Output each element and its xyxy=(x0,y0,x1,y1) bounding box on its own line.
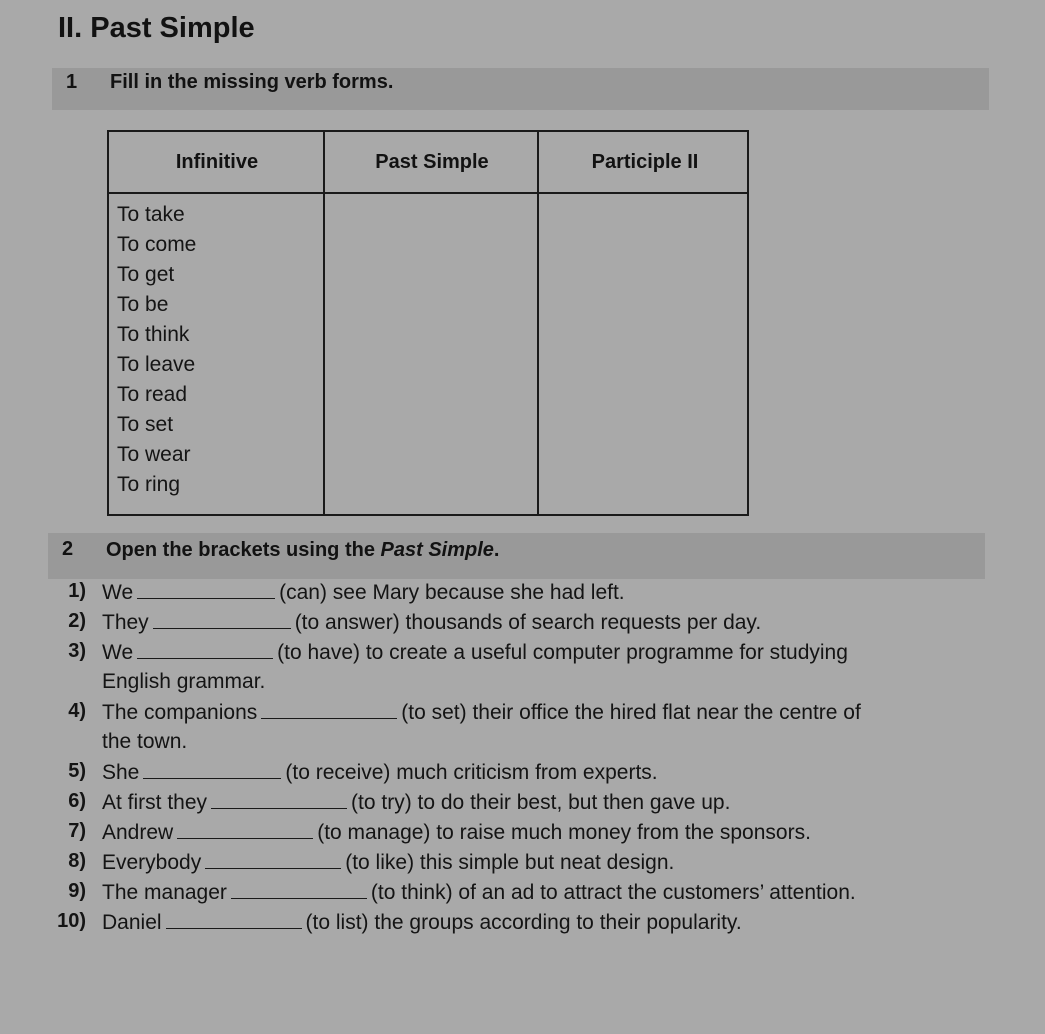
infinitive-cell: To wear xyxy=(117,443,191,466)
sentence-line: The manager (to think) of an ad to attract the customers’ attention. xyxy=(102,881,856,904)
answer-blank[interactable] xyxy=(137,640,273,659)
sentence-line: At first they (to try) to do their best, but then gave up. xyxy=(102,791,731,814)
infinitive-cell: To set xyxy=(117,413,174,436)
answer-blank[interactable] xyxy=(261,700,397,719)
section-title: II. Past Simple xyxy=(58,12,255,44)
sentence-continuation: English grammar. xyxy=(102,670,266,693)
sentence-line: Daniel (to list) the groups according to their popularity. xyxy=(102,911,742,934)
verb-forms-table xyxy=(107,130,749,516)
answer-blank[interactable] xyxy=(177,820,313,839)
sentence-number: 1) xyxy=(68,580,86,602)
table-header-participle-ii: Participle II xyxy=(591,150,699,173)
instruction-suffix: . xyxy=(493,539,500,561)
sentence-line: Everybody (to like) this simple but neat design. xyxy=(102,851,675,874)
infinitive-cell: To get xyxy=(117,263,175,286)
infinitive-list xyxy=(117,200,196,500)
header-divider xyxy=(109,192,747,194)
exercise1-instruction: Fill in the missing verb forms. xyxy=(110,71,394,93)
exercise1-number: 1 xyxy=(66,71,78,93)
instruction-prefix: Open the brackets using the xyxy=(106,539,381,561)
answer-blank[interactable] xyxy=(205,850,341,869)
sentence-number: 4) xyxy=(68,700,86,722)
answer-blank[interactable] xyxy=(143,760,281,779)
sentence-line: We (can) see Mary because she had left. xyxy=(102,581,625,604)
sentence-line: They (to answer) thousands of search requests per day. xyxy=(102,611,762,634)
sentence-number: 2) xyxy=(68,610,86,632)
infinitive-cell: To leave xyxy=(117,353,196,376)
answer-blank[interactable] xyxy=(211,790,347,809)
infinitive-cell: To be xyxy=(117,293,169,316)
exercise2-instruction xyxy=(106,539,499,562)
sentence-number: 8) xyxy=(68,850,86,872)
table-header-infinitive: Infinitive xyxy=(175,150,259,173)
sentence-line: The companions (to set) their office the hired flat near the centre of xyxy=(102,701,861,724)
column-divider-2 xyxy=(537,132,539,514)
answer-blank[interactable] xyxy=(153,610,291,629)
sentence-line: She (to receive) much criticism from experts. xyxy=(102,761,658,784)
infinitive-cell: To ring xyxy=(117,473,181,496)
column-divider-1 xyxy=(323,132,325,514)
infinitive-cell: To take xyxy=(117,203,185,226)
instruction-emphasis: Past Simple xyxy=(380,539,494,561)
sentence-number: 10) xyxy=(57,910,86,932)
sentence-number: 3) xyxy=(68,640,86,662)
sentence-line: Andrew (to manage) to raise much money from the sponsors. xyxy=(102,821,811,844)
answer-blank[interactable] xyxy=(137,580,275,599)
sentence-number: 6) xyxy=(68,790,86,812)
answer-blank[interactable] xyxy=(231,880,367,899)
table-header-past-simple: Past Simple xyxy=(375,150,489,173)
infinitive-cell: To read xyxy=(117,383,188,406)
sentence-number: 5) xyxy=(68,760,86,782)
sentence-continuation: the town. xyxy=(102,730,188,753)
exercise2-number: 2 xyxy=(62,538,74,560)
sentence-line: We (to have) to create a useful computer programme for studying xyxy=(102,641,848,664)
sentence-number: 9) xyxy=(68,880,86,902)
infinitive-cell: To think xyxy=(117,323,190,346)
answer-blank[interactable] xyxy=(166,910,302,929)
infinitive-cell: To come xyxy=(117,233,197,256)
sentence-number: 7) xyxy=(68,820,86,842)
